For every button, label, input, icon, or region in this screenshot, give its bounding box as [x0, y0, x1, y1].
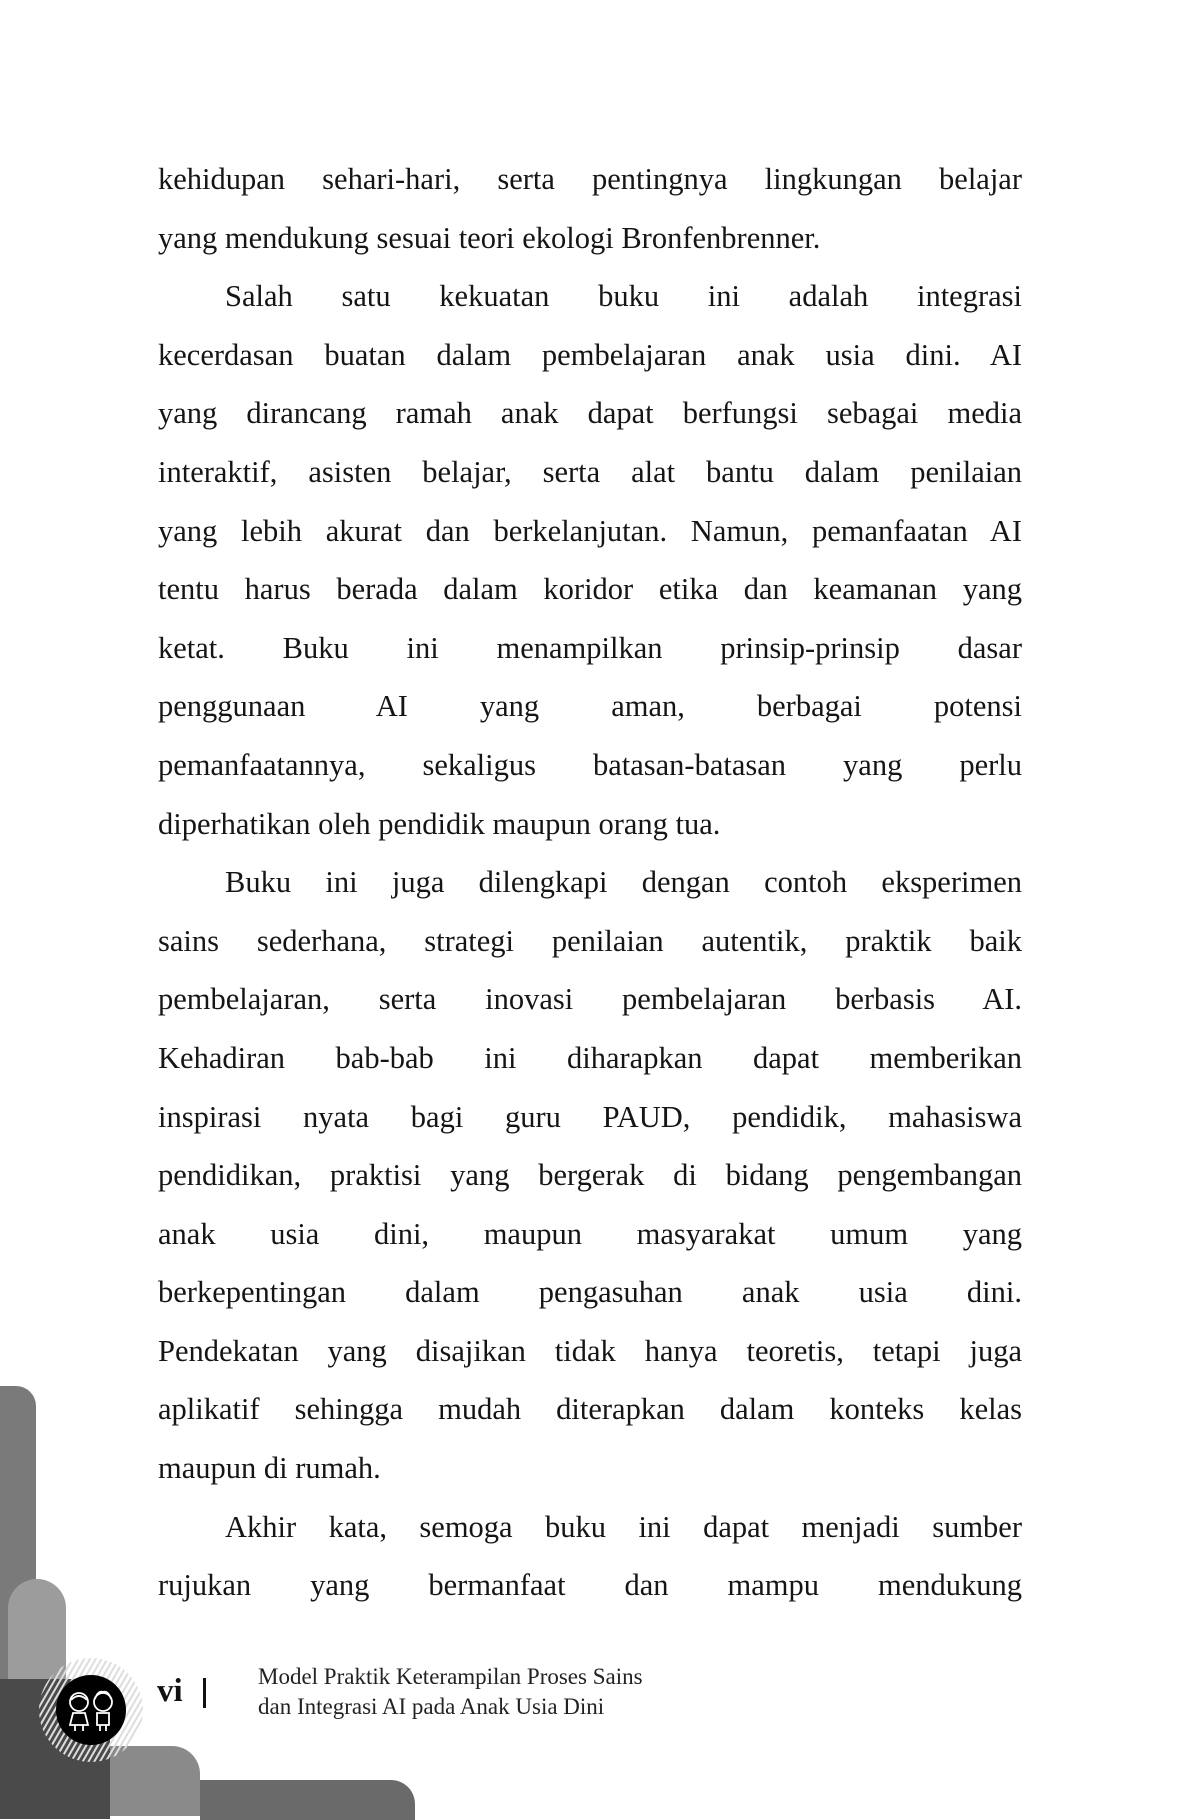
text-line: berkepentingan dalam pengasuhan anak usia dini. [158, 1275, 1022, 1310]
text-line: yang lebih akurat dan berkelanjutan. Namun, pemanfaatan AI [158, 513, 1022, 548]
text-line: Akhir kata, semoga buku ini dapat menjadi sumber [225, 1509, 1022, 1544]
footer-title-line: dan Integrasi AI pada Anak Usia Dini [258, 1694, 605, 1719]
text-line: yang dirancang ramah anak dapat berfungsi sebagai media [158, 396, 1022, 431]
text-line: Pendekatan yang disajikan tidak hanya teoretis, tetapi juga [158, 1333, 1022, 1368]
footer-title-line: Model Praktik Keterampilan Proses Sains [258, 1664, 643, 1689]
text-line: pemanfaatannya, sekaligus batasan-batasan yang perlu [158, 747, 1022, 782]
text-line: maupun di rumah. [158, 1451, 381, 1486]
text-line: Buku ini juga dilengkapi dengan contoh eksperimen [225, 865, 1022, 900]
logo-badge [38, 1657, 144, 1763]
text-line: pembelajaran, serta inovasi pembelajaran berbasis AI. [158, 982, 1022, 1017]
running-footer-title [258, 1662, 643, 1722]
footer-divider [203, 1678, 206, 1708]
text-line: anak usia dini, maupun masyarakat umum yang [158, 1216, 1022, 1251]
text-line: ketat. Buku ini menampilkan prinsip-prinsip dasar [158, 630, 1022, 665]
text-line: Kehadiran bab-bab ini diharapkan dapat memberikan [158, 1040, 1022, 1075]
decor-bar-bottom [200, 1780, 415, 1820]
text-line: kehidupan sehari-hari, serta pentingnya lingkungan belajar [158, 162, 1022, 196]
text-line: aplikatif sehingga mudah diterapkan dalam konteks kelas [158, 1392, 1022, 1427]
body-text [158, 150, 1022, 1615]
text-line: pendidikan, praktisi yang bergerak di bidang pengembangan [158, 1158, 1022, 1193]
text-line: interaktif, asisten belajar, serta alat bantu dalam penilaian [158, 454, 1022, 489]
text-line: Salah satu kekuatan buku ini adalah integrasi [225, 279, 1022, 314]
text-line: tentu harus berada dalam koridor etika dan keamanan yang [158, 572, 1022, 607]
text-line: inspirasi nyata bagi guru PAUD, pendidik, mahasiswa [158, 1099, 1022, 1134]
page-number: vi [157, 1673, 183, 1709]
text-line: yang mendukung sesuai teori ekologi Bronfenbrenner. [158, 220, 821, 255]
text-line: rujukan yang bermanfaat dan mampu mendukung [158, 1568, 1022, 1603]
text-line: sains sederhana, strategi penilaian autentik, praktik baik [158, 923, 1022, 958]
text-line: diperhatikan oleh pendidik maupun orang tua. [158, 806, 721, 841]
text-line: penggunaan AI yang aman, berbagai potensi [158, 689, 1022, 724]
text-line: kecerdasan buatan dalam pembelajaran anak usia dini. AI [158, 337, 1022, 372]
